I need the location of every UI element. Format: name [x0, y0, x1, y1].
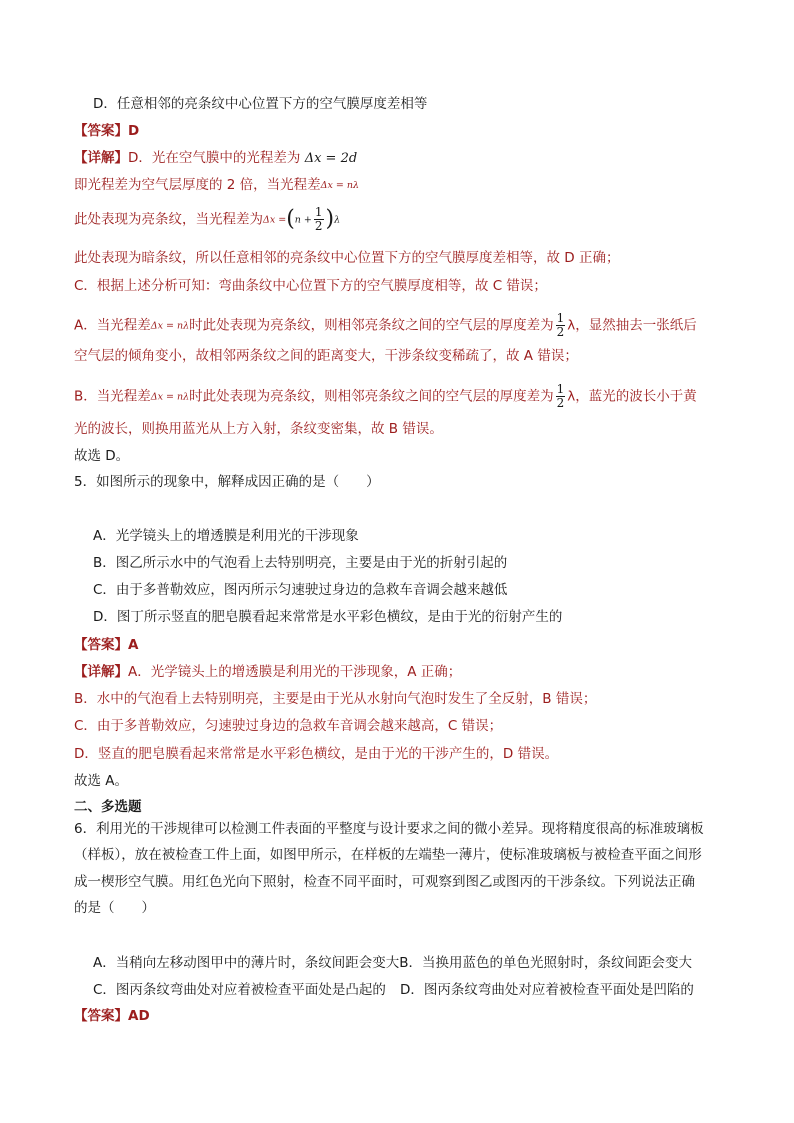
q6-stem-line1: 6．利用光的干涉规律可以检测工件表面的平整度与设计要求之间的微小差异。现将精度很高的标准玻璃板 — [74, 821, 704, 837]
q5-detail-b: B．水中的气泡看上去特别明亮，主要是由于光从水射向气泡时发生了全反射，B 错误； — [74, 691, 597, 707]
math-formula: Δx = nλ — [150, 391, 190, 403]
q6-option-b: B．当换用蓝色的单色光照射时，条纹间距会变大 — [399, 955, 693, 971]
detail-text: 即光程差为空气层厚度的 2 倍，当光程差 — [74, 177, 321, 193]
q4-detail-line9: 光的波长，则换用蓝光从上方入射，条纹变密集，故 B 错误。 — [74, 421, 443, 437]
q5-option-b: B．图乙所示水中的气泡看上去特别明亮，主要是由于光的折射引起的 — [93, 555, 508, 571]
detail-label: 【详解】 — [74, 150, 128, 166]
math-formula: n + — [294, 214, 312, 226]
fraction: $\frac{1}{2}$ — [556, 382, 565, 410]
fraction: $\frac{1}{2}$ — [314, 205, 323, 233]
math-formula: Δx = nλ — [320, 180, 360, 191]
q5-detail-d: D．竖直的肥皂膜看起来常常是水平彩色横纹，是由于光的干涉产生的，D 错误。 — [74, 746, 559, 762]
q6-options-row2 — [93, 980, 694, 1000]
detail-text: 时此处表现为亮条纹，则相邻亮条纹之间的空气层的厚度差为 — [189, 388, 554, 405]
q5-detail-a — [74, 662, 461, 682]
answer-label: 【答案】 — [74, 637, 128, 653]
detail-text: B．当光程差 — [74, 388, 151, 405]
q6-options-row1 — [93, 953, 692, 973]
detail-text: A．当光程差 — [74, 317, 151, 334]
q6-stem-line3: 成一楔形空气膜。用红色光向下照射，检查不同平面时，可观察到图乙或图丙的干涉条纹。下列说法正确 — [74, 874, 695, 890]
detail-text: λ，显然抽去一张纸后 — [567, 317, 697, 334]
q4-detail-line3: 此处表现为亮条纹，当光程差为Δx =(n + $\frac{1}{2}$ )λ — [74, 205, 341, 233]
detail-text: D．光在空气膜中的光程差为 — [128, 150, 301, 166]
math-formula: Δx = nλ — [150, 320, 190, 332]
math-formula: Δx = — [263, 214, 287, 226]
fraction: $\frac{1}{2}$ — [556, 311, 565, 339]
math-lambda: λ — [334, 214, 341, 226]
q6-option-c: C．图丙条纹弯曲处对应着被检查平面处是凸起的 — [93, 982, 386, 998]
q5-stem: 5．如图所示的现象中，解释成因正确的是（ ） — [74, 474, 380, 490]
q4-detail-line1 — [74, 148, 357, 169]
q4-detail-line7: 空气层的倾角变小，故相邻两条纹之间的距离变大，干涉条纹变稀疏了，故 A 错误； — [74, 348, 578, 364]
detail-text: 此处表现为亮条纹，当光程差为 — [74, 211, 263, 228]
q4-option-d: D．任意相邻的亮条纹中心位置下方的空气膜厚度差相等 — [93, 96, 428, 112]
q4-detail-line8 — [74, 383, 697, 410]
detail-text: 时此处表现为亮条纹，则相邻亮条纹之间的空气层的厚度差为 — [189, 317, 554, 334]
q6-answer — [74, 1006, 150, 1026]
section-heading: 二、多选题 — [74, 799, 142, 815]
q5-option-d: D．图丁所示竖直的肥皂膜看起来常常是水平彩色横纹，是由于光的衍射产生的 — [93, 609, 563, 625]
answer-label: 【答案】 — [74, 123, 128, 139]
answer-value: D — [128, 123, 140, 139]
q4-detail-line4: 此处表现为暗条纹，所以任意相邻的亮条纹中心位置下方的空气膜厚度差相等，故 D 正确； — [74, 250, 620, 266]
detail-text: λ，蓝光的波长小于黄 — [567, 388, 697, 405]
q4-answer — [74, 121, 139, 141]
q5-option-c: C．由于多普勒效应，图丙所示匀速驶过身边的急救车音调会越来越低 — [93, 582, 508, 598]
q6-stem-line4: 的是（ ） — [74, 900, 155, 916]
q5-conclusion: 故选 A。 — [74, 773, 129, 789]
detail-text: A．光学镜头上的增透膜是利用光的干涉现象，A 正确； — [128, 664, 462, 680]
q4-detail-line5: C．根据上述分析可知：弯曲条纹中心位置下方的空气膜厚度相等，故 C 错误； — [74, 278, 547, 294]
q5-detail-c: C．由于多普勒效应，匀速驶过身边的急救车音调会越来越高，C 错误； — [74, 718, 503, 734]
answer-label: 【答案】 — [74, 1008, 128, 1024]
q5-option-a: A．光学镜头上的增透膜是利用光的干涉现象 — [93, 528, 359, 544]
q4-detail-line6 — [74, 312, 697, 339]
q6-option-d: D．图丙条纹弯曲处对应着被检查平面处是凹陷的 — [399, 982, 694, 998]
math-formula: Δx = 2d — [304, 151, 358, 166]
q6-option-a: A．当稍向左移动图甲中的薄片时，条纹间距会变大 — [93, 955, 400, 971]
answer-value: A — [128, 637, 139, 653]
q5-answer — [74, 635, 138, 655]
q4-detail-line2 — [74, 175, 359, 196]
q6-stem-line2: （样板），放在被检查工件上面，如图甲所示，在样板的左端垫一薄片，使标准玻璃板与被检查平面之间形 — [74, 847, 702, 863]
detail-label: 【详解】 — [74, 664, 128, 680]
q4-conclusion: 故选 D。 — [74, 448, 130, 464]
answer-value: AD — [128, 1008, 150, 1024]
